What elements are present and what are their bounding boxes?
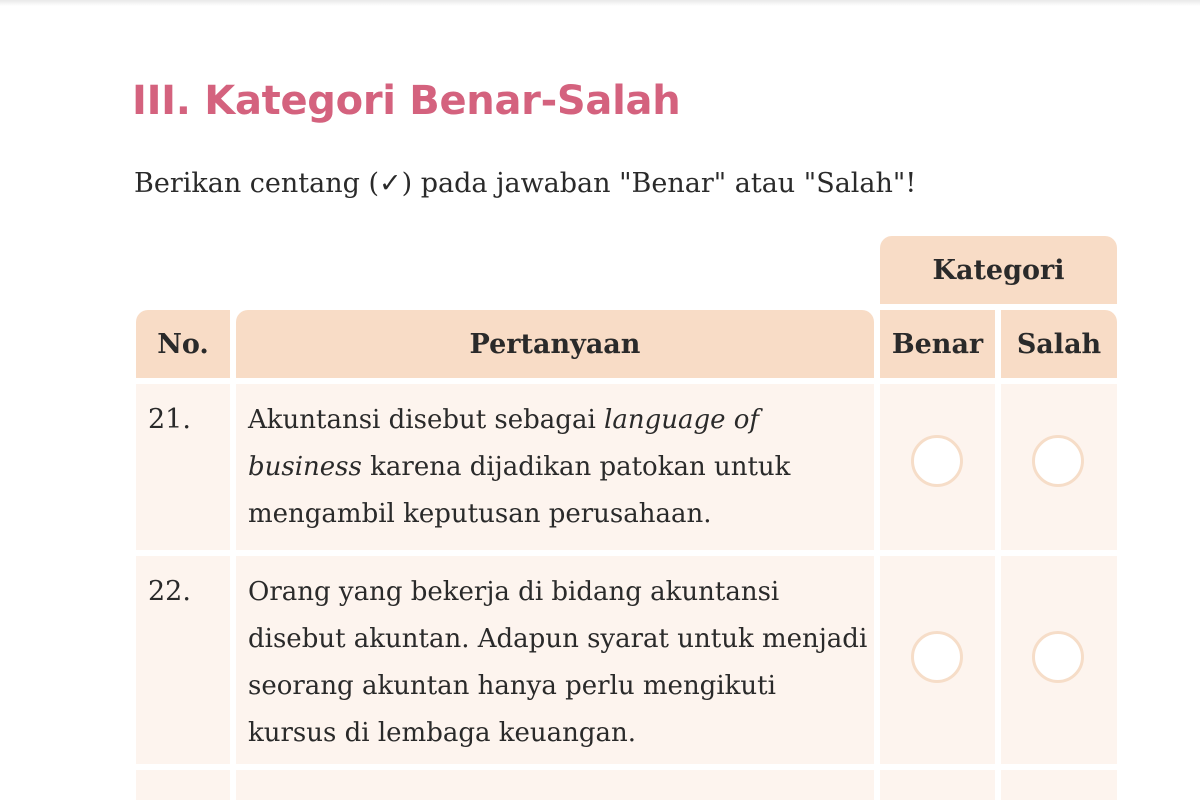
row-21-text-after: karena dijadikan patokan untuk mengambil keputusan perusahaan. [248, 452, 791, 529]
row-21-number: 21. [148, 404, 191, 435]
row-21-salah-radio[interactable] [1032, 435, 1084, 487]
header-salah [1001, 310, 1117, 378]
header-benar-label: Benar [891, 328, 984, 360]
row-23-question-cell [236, 770, 874, 800]
row-22-text-before: Orang yang bekerja di bidang akuntansi disebut akuntan. Adapun syarat untuk menjadi seorang akuntan hanya perlu mengikuti kursus di lembaga keuangan. [248, 577, 868, 748]
row-22-number: 22. [148, 576, 191, 607]
row-21-text-before: Akuntansi disebut sebagai [248, 405, 605, 435]
row-21-text-italic: language of business [248, 405, 760, 482]
row-23-no-cell [136, 770, 230, 800]
header-no [136, 310, 230, 378]
row-21-benar-radio[interactable] [911, 435, 963, 487]
instruction-text: Berikan centang (✓) pada jawaban "Benar" atau "Salah"! [134, 168, 917, 199]
row-23-salah-cell [1001, 770, 1117, 800]
header-kategori-label: Kategori [932, 254, 1065, 286]
header-kategori [880, 236, 1117, 304]
header-salah-label: Salah [1016, 328, 1102, 360]
row-22-question-text [248, 569, 868, 757]
row-22-benar-radio[interactable] [911, 631, 963, 683]
row-21-question-text [248, 397, 868, 538]
row-22-salah-radio[interactable] [1032, 631, 1084, 683]
header-no-label: No. [157, 328, 209, 360]
section-title: III. Kategori Benar-Salah [132, 78, 681, 124]
header-pertanyaan-label: Pertanyaan [469, 328, 641, 360]
row-23-benar-cell [880, 770, 995, 800]
header-pertanyaan [236, 310, 874, 378]
header-benar [880, 310, 995, 378]
